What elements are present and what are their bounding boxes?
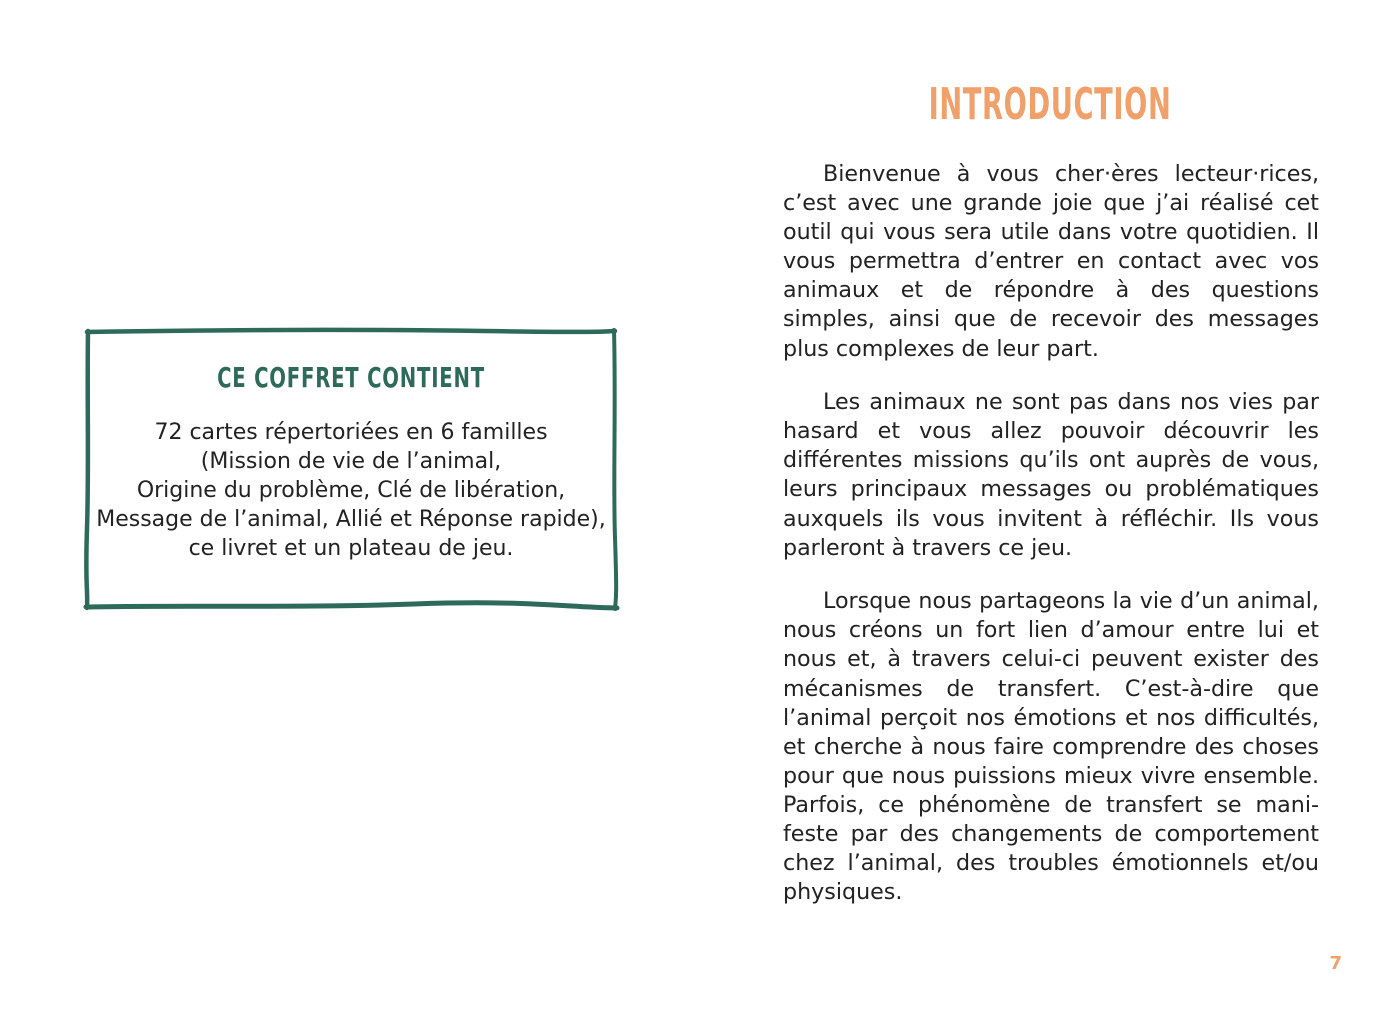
page-title: INTRODUCTION: [928, 79, 1172, 130]
intro-paragraph: Lorsque nous partageons la vie d’un animal, nous créons un fort lien d’amour entre lui et nous et, à travers celui-ci peuvent exister des mécanismes de transfert. C’est-à-dire que l’animal perçoit nos émotions et nos difficultés, et cherche à nous faire comprendre des choses pour que nous puissions mieux vivre ensemble. Parfois, ce phénomène de transfert se manifeste par des changements de comportement chez l’animal, des troubles émotionnels et/ou physiques.: [783, 588, 1319, 906]
box-line: (Mission de vie de l’animal,: [200, 449, 502, 474]
contents-box: [84, 328, 618, 612]
intro-body: [783, 160, 1319, 932]
box-line: ce livret et un plateau de jeu.: [188, 536, 514, 561]
page-number: 7: [1329, 953, 1342, 974]
box-title: CE COFFRET CONTIENT: [217, 361, 485, 394]
intro-paragraph: Les animaux ne sont pas dans nos vies par hasard et vous allez pouvoir découvrir les différentes missions qu’ils ont auprès de vous, leurs principaux messages ou problématiques auxquels ils vous invitent à réfléchir. Ils vous parleront à travers ce jeu.: [783, 389, 1319, 561]
box-line: Origine du problème, Clé de libération,: [136, 478, 566, 503]
box-text: [84, 418, 618, 563]
box-line: Message de l’animal, Allié et Réponse rapide),: [96, 507, 606, 532]
intro-paragraph: Bienvenue à vous cher·ères lecteur·rices, c’est avec une grande joie que j’ai réalisé cet outil qui vous sera utile dans votre quotidien. Il vous permettra d’entrer en contact avec vos animaux et de répondre à des questions simples, ainsi que de recevoir des messages plus complexes de leur part.: [783, 161, 1319, 362]
box-line: 72 cartes répertoriées en 6 familles: [154, 420, 548, 445]
contents-inner: [84, 328, 618, 612]
